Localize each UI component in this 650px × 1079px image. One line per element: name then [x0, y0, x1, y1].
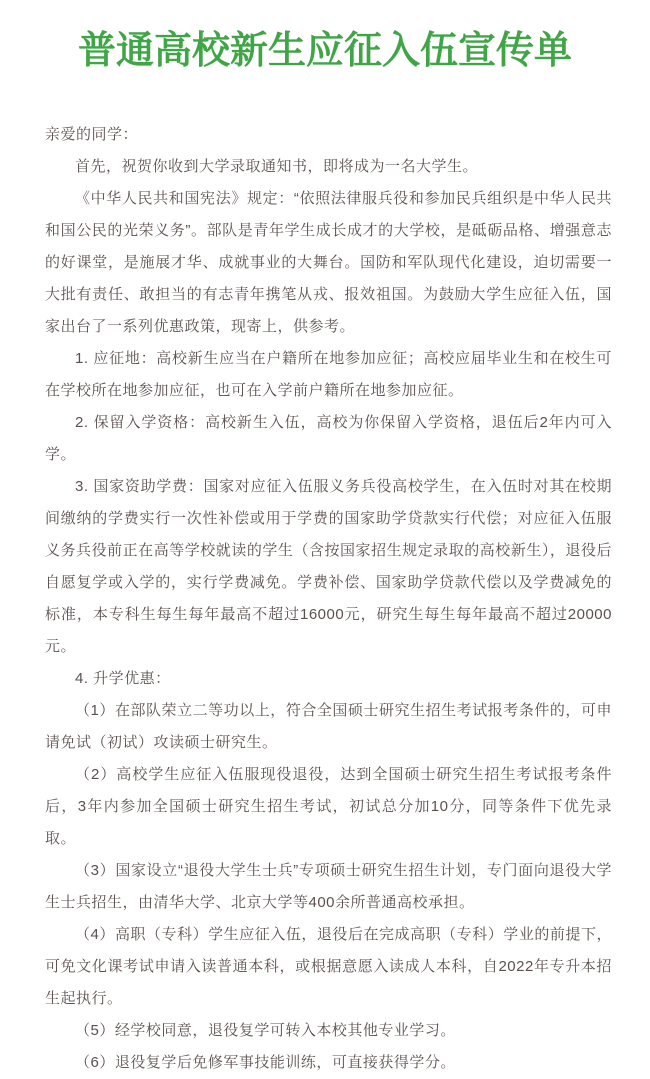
paragraph-item-1-enlistment-place: 1. 应征地：高校新生应当在户籍所在地参加应征；高校应届毕业生和在校生可在学校所在地参加应征，也可在入学前户籍所在地参加应征。 — [45, 350, 612, 399]
paragraph-subitem-4: （4）高职（专科）学生应征入伍，退役后在完成高职（专科）学业的前提下，可免文化课考试申请入读普通本科，或根据意愿入读成人本科，自2022年专升本招生起执行。 — [45, 926, 612, 1007]
paragraph-item-2-retain-admission: 2. 保留入学资格：高校新生入伍，高校为你保留入学资格，退伍后2年内可入学。 — [45, 414, 612, 463]
paragraph-item-4-education-benefits-heading: 4. 升学优惠： — [75, 670, 171, 687]
paragraph-subitem-2: （2）高校学生应征入伍服现役退役，达到全国硕士研究生招生考试报考条件后，3年内参加全国硕士研究生招生考试，初试总分加10分，同等条件下优先录取。 — [45, 766, 612, 847]
page-title: 普通高校新生应征入伍宣传单 — [77, 30, 572, 72]
greeting-line: 亲爱的同学： — [45, 126, 139, 143]
paragraph-subitem-3: （3）国家设立“退役大学生士兵”专项硕士研究生招生计划，专门面向退役大学生士兵招生，由清华大学、北京大学等400余所普通高校承担。 — [45, 862, 612, 911]
paragraph-subitem-5: （5）经学校同意，退役复学可转入本校其他专业学习。 — [75, 1022, 456, 1039]
paragraph-intro-congrats: 首先，祝贺你收到大学录取通知书，即将成为一名大学生。 — [75, 158, 479, 175]
paragraph-constitution: 《中华人民共和国宪法》规定：“依照法律服兵役和参加民兵组织是中华人民共和国公民的光荣义务”。部队是青年学生成长成才的大学校，是砥砺品格、增强意志的好课堂，是施展才华、成就事业的大舞台。国防和军队现代化建设，迫切需要一大批有责任、敢担当的有志青年携笔从戎、报效祖国。为鼓励大学生应征入伍，国家出台了一系列优惠政策，现寄上，供参考。 — [45, 190, 612, 335]
paragraph-subitem-6: （6）退役复学后免修军事技能训练，可直接获得学分。 — [75, 1054, 456, 1071]
paragraph-item-3-tuition-aid: 3. 国家资助学费：国家对应征入伍服义务兵役高校学生，在入伍时对其在校期间缴纳的学费实行一次性补偿或用于学费的国家助学贷款实行代偿；对应征入伍服义务兵役前正在高等学校就读的学生（含按国家招生规定录取的高校新生），退役后自愿复学或入学的，实行学费减免。学费补偿、国家助学贷款代偿以及学费减免的标准，本专科生每生每年最高不超过16000元，研究生每生每年最高不超过20000元。 — [45, 478, 612, 655]
paragraph-subitem-1: （1）在部队荣立二等功以上，符合全国硕士研究生招生考试报考条件的，可申请免试（初试）攻读硕士研究生。 — [45, 702, 612, 751]
flyer-body — [45, 119, 612, 1079]
